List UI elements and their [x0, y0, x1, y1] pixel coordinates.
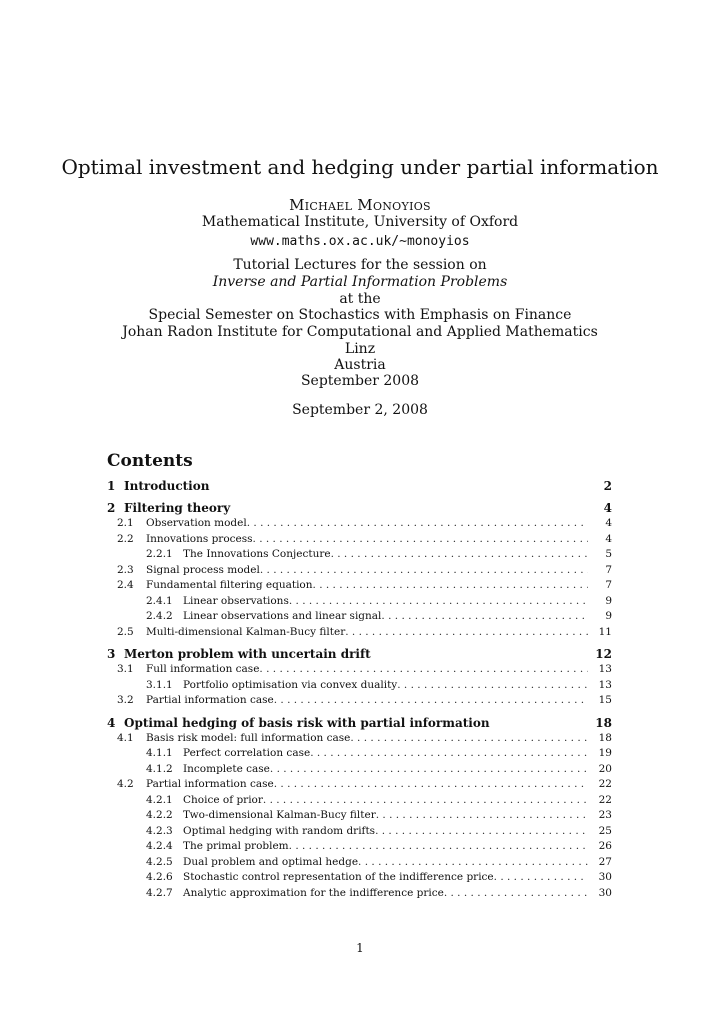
toc-page: 13	[598, 663, 612, 675]
toc-subsubsection	[107, 855, 612, 871]
toc-subsection	[107, 625, 612, 641]
toc-label: Basis risk model: full information case	[146, 731, 351, 744]
toc-label: Observation model	[146, 517, 247, 529]
toc-label: Perfect correlation case	[183, 747, 311, 759]
toc-page: 4	[605, 517, 612, 529]
toc-label: Incomplete case	[183, 762, 270, 775]
toc-number: 4.2	[117, 778, 134, 790]
author-url: www.maths.ox.ac.uk/~monoyios	[250, 234, 470, 249]
toc-label: Dual problem and optimal hedge	[183, 855, 359, 868]
occasion-line-3: at the	[339, 291, 381, 307]
toc-page: 22	[598, 793, 612, 806]
toc-number: 4.2.5	[146, 855, 173, 868]
toc-page: 25	[598, 824, 612, 837]
toc-subsubsection	[107, 678, 612, 694]
toc-label: Two-dimensional Kalman-Bucy filter	[183, 809, 376, 821]
toc-number: 2	[107, 501, 116, 515]
toc-subsubsection	[107, 824, 612, 840]
toc-page: 4	[603, 501, 612, 515]
toc-section	[107, 646, 612, 662]
toc-subsubsection	[107, 793, 612, 809]
toc-number: 2.4.2	[146, 610, 173, 622]
toc-page: 20	[598, 762, 612, 775]
toc-subsection	[107, 516, 612, 532]
toc-label: Analytic approximation for the indifference price	[183, 886, 444, 899]
toc-number: 1	[107, 479, 116, 493]
toc-number: 2.4	[117, 579, 134, 591]
toc-label: The Innovations Conjecture	[183, 548, 331, 560]
toc-page: 26	[598, 840, 612, 852]
toc-page: 15	[598, 694, 612, 706]
toc-label: Optimal hedging of basis risk with partial information	[124, 715, 490, 730]
toc-subsection	[107, 731, 612, 747]
toc-subsection	[107, 662, 612, 678]
toc-subsubsection	[107, 594, 612, 610]
table-of-contents	[107, 478, 612, 901]
toc-page: 2	[603, 479, 612, 493]
toc-label: Partial information case	[146, 778, 274, 790]
toc-number: 2.1	[117, 517, 134, 529]
toc-section	[107, 500, 612, 516]
toc-label: Linear observations	[183, 594, 289, 607]
toc-label: Stochastic control representation of the indifference price	[183, 871, 494, 883]
toc-number: 4.2.1	[146, 793, 173, 806]
toc-label: Introduction	[124, 479, 210, 493]
toc-number: 4.1.1	[146, 747, 173, 759]
toc-number: 3	[107, 647, 116, 661]
toc-number: 2.2.1	[146, 548, 173, 560]
toc-page: 13	[598, 678, 612, 691]
toc-subsection	[107, 777, 612, 793]
toc-number: 4.1.2	[146, 762, 173, 775]
author-name: Michael Monoyios	[289, 196, 431, 214]
toc-number: 3.1	[117, 663, 134, 675]
toc-page: 11	[598, 625, 612, 638]
toc-page: 18	[598, 731, 612, 744]
toc-section	[107, 478, 612, 494]
occasion-city: Linz	[344, 341, 376, 357]
toc-subsection	[107, 532, 612, 548]
toc-page: 5	[605, 548, 612, 560]
toc-number: 4.2.3	[146, 824, 173, 837]
toc-label: Filtering theory	[124, 501, 231, 515]
toc-subsubsection	[107, 609, 612, 625]
occasion-date: September 2008	[300, 373, 420, 389]
toc-subsubsection	[107, 886, 612, 902]
document-date: September 2, 2008	[292, 402, 428, 418]
toc-subsubsection	[107, 746, 612, 762]
toc-number: 2.4.1	[146, 594, 173, 607]
document-title: Optimal investment and hedging under partial information	[61, 155, 659, 179]
toc-page: 30	[598, 886, 612, 899]
toc-subsection	[107, 578, 612, 594]
toc-label: Multi-dimensional Kalman-Bucy filter	[146, 625, 346, 638]
toc-number: 3.1.1	[146, 678, 173, 691]
toc-page: 12	[595, 647, 612, 661]
toc-number: 4	[107, 715, 116, 730]
occasion-session-name: Inverse and Partial Information Problems	[212, 274, 508, 290]
toc-label: Full information case	[146, 663, 260, 675]
toc-page: 30	[598, 871, 612, 883]
toc-subsubsection	[107, 839, 612, 855]
toc-page: 18	[595, 715, 612, 730]
toc-subsubsection	[107, 547, 612, 563]
toc-label: Fundamental filtering equation	[146, 579, 313, 591]
toc-page: 4	[605, 532, 612, 545]
toc-subsubsection	[107, 870, 612, 886]
toc-section	[107, 715, 612, 731]
toc-page: 27	[598, 855, 612, 868]
toc-number: 2.3	[117, 563, 134, 576]
toc-label: Choice of prior	[183, 793, 263, 806]
toc-page: 22	[598, 778, 612, 790]
occasion-institute: Johan Radon Institute for Computational and Applied Mathematics	[122, 324, 598, 340]
toc-label: Linear observations and linear signal	[183, 610, 382, 622]
occasion-line-1: Tutorial Lectures for the session on	[233, 257, 487, 273]
toc-subsection	[107, 693, 612, 709]
toc-page: 19	[598, 747, 612, 759]
toc-label: Portfolio optimisation via convex duality	[183, 678, 398, 691]
toc-number: 4.2.2	[146, 809, 173, 821]
toc-label: Partial information case	[146, 694, 274, 706]
toc-label: Innovations process	[146, 532, 253, 545]
affiliation: Mathematical Institute, University of Oxford	[201, 214, 519, 230]
toc-number: 4.1	[117, 731, 134, 744]
toc-subsection	[107, 563, 612, 579]
toc-number: 4.2.7	[146, 886, 173, 899]
toc-label: Signal process model	[146, 563, 260, 576]
page-number: 1	[356, 941, 364, 955]
toc-page: 7	[605, 563, 612, 576]
occasion-country: Austria	[334, 357, 386, 373]
toc-number: 2.5	[117, 625, 134, 638]
toc-subsubsection	[107, 808, 612, 824]
toc-number: 4.2.6	[146, 871, 173, 883]
toc-label: Optimal hedging with random drifts	[183, 824, 376, 837]
contents-heading: Contents	[107, 451, 193, 471]
toc-number: 3.2	[117, 694, 134, 706]
toc-page: 7	[605, 579, 612, 591]
toc-page: 23	[598, 809, 612, 821]
toc-label: Merton problem with uncertain drift	[124, 647, 371, 661]
occasion-semester: Special Semester on Stochastics with Emphasis on Finance	[148, 307, 572, 323]
toc-subsubsection	[107, 762, 612, 778]
toc-number: 2.2	[117, 532, 134, 545]
toc-page: 9	[605, 610, 612, 622]
toc-page: 9	[605, 594, 612, 607]
toc-number: 4.2.4	[146, 840, 173, 852]
toc-label: The primal problem	[183, 840, 289, 852]
